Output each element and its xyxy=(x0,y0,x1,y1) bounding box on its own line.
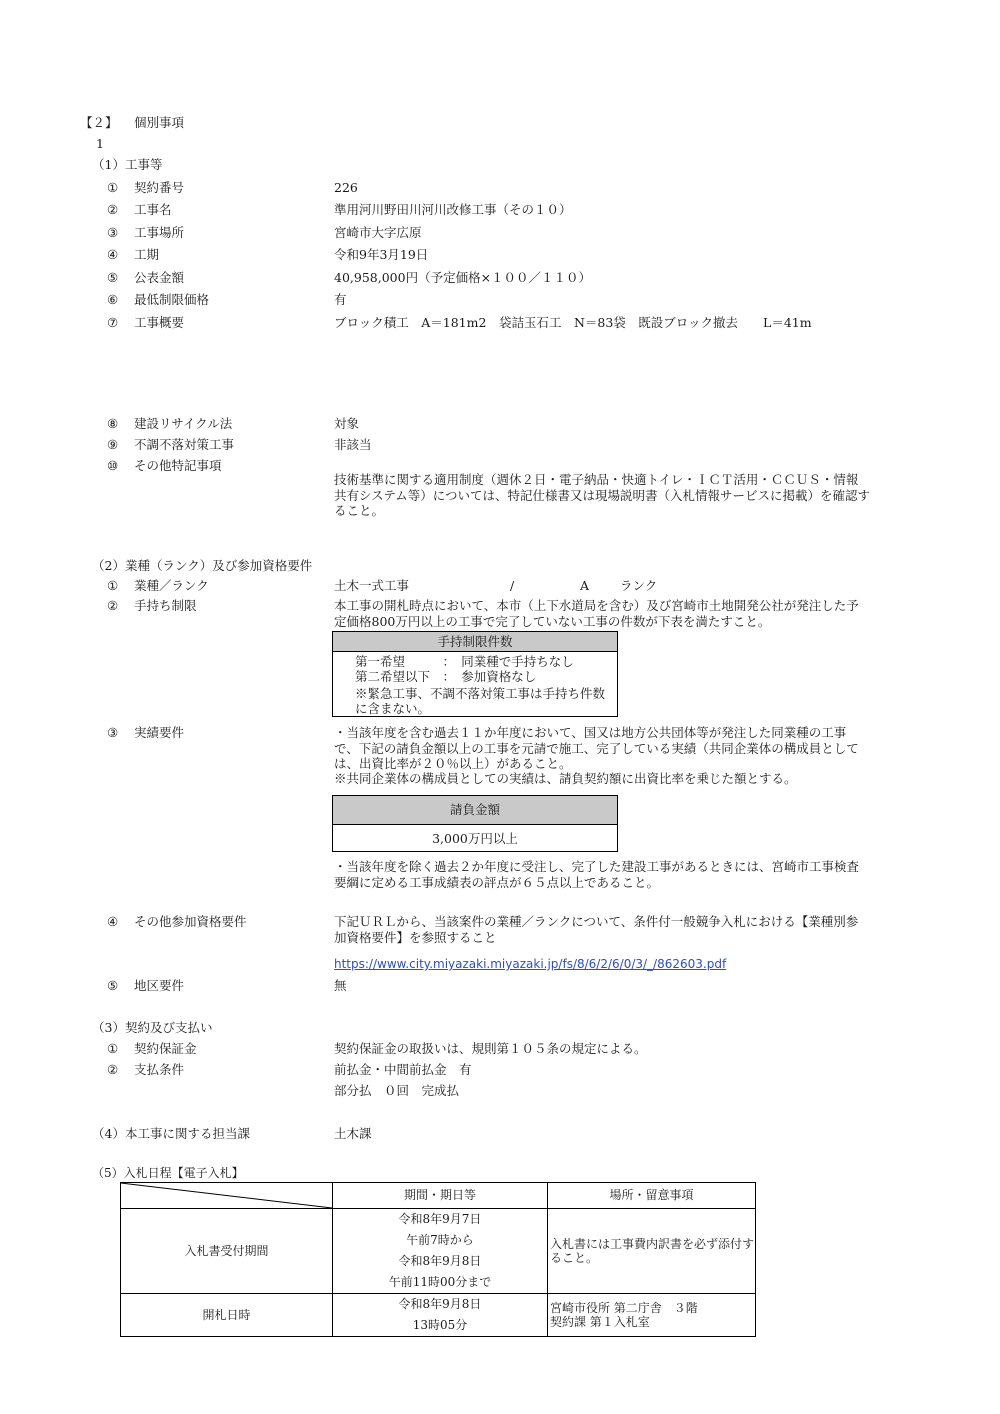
payment-line1: 前払金・中間前払金 有 xyxy=(334,1062,472,1077)
item-value: 無 xyxy=(334,978,347,993)
amount-box-value: 3,000万円以上 xyxy=(432,831,518,846)
diagonal-cell xyxy=(121,1183,333,1209)
schedule-header-row xyxy=(121,1183,756,1209)
period-line: 午前7時から xyxy=(406,1233,474,1247)
section-title: 個別事項 xyxy=(134,115,185,130)
period-line: 午前11時00分まで xyxy=(388,1275,492,1289)
item-value: 契約保証金の取扱いは、規則第１０５条の規定による。 xyxy=(334,1041,647,1056)
item-num: ③ xyxy=(107,225,119,240)
item-label: その他参加資格要件 xyxy=(134,914,247,929)
table-row xyxy=(121,1209,756,1294)
payment-line2: 部分払 ０回 完成払 xyxy=(334,1083,460,1098)
item-label: 工事概要 xyxy=(134,315,185,330)
item-label: 最低制限価格 xyxy=(134,292,210,307)
rank-type: 土木一式工事 xyxy=(334,578,410,593)
item-label: 実績要件 xyxy=(134,725,185,740)
period-cell xyxy=(333,1294,548,1337)
s1-heading: （1）工事等 xyxy=(92,157,163,172)
col-place: 場所・留意事項 xyxy=(547,1183,755,1209)
record-text2: ※共同企業体の構成員としての実績は、請負契約額に出資比率を乗じた額とする。 xyxy=(334,771,797,786)
item-num: ⑥ xyxy=(107,292,119,307)
s4-heading: （4）本工事に関する担当課 xyxy=(92,1126,250,1141)
item-label: 建設リサイクル法 xyxy=(134,416,233,431)
note-cell: 入札書には工事費内訳書を必ず添付すること。 xyxy=(547,1209,755,1294)
holding-line2: 第二希望以下 ： 参加資格なし xyxy=(355,669,537,684)
requirements-url-link[interactable]: https://www.city.miyazaki.miyazaki.jp/fs/8/6/2/6/0/3/_/862603.pdf xyxy=(334,957,727,971)
row-label: 開札日時 xyxy=(121,1294,333,1337)
period-line: 令和8年9月7日 xyxy=(398,1212,482,1226)
item-num: ⑤ xyxy=(107,270,119,285)
rank-grade: A xyxy=(580,578,590,593)
period-line: 令和8年9月8日 xyxy=(398,1254,482,1268)
holding-line3: ※緊急工事、不調不落対策工事は手持ち件数に含まない。 xyxy=(355,686,606,716)
item-label: 地区要件 xyxy=(134,978,185,993)
holding-line1: 第一希望 ： 同業種で手持ちなし xyxy=(355,654,574,669)
period-line: 令和8年9月8日 xyxy=(398,1297,482,1311)
item-num: ② xyxy=(107,1062,119,1077)
item-num: ③ xyxy=(107,725,119,740)
holding-box-title: 手持制限件数 xyxy=(333,632,617,652)
item-label: その他特記事項 xyxy=(134,458,222,473)
item-label: 契約保証金 xyxy=(134,1041,197,1056)
item-num: ⑦ xyxy=(107,315,119,330)
schedule-table xyxy=(120,1182,756,1337)
item-num: ② xyxy=(107,598,119,613)
amount-box-title: 請負金額 xyxy=(333,796,617,825)
item-value: 令和9年3月19日 xyxy=(334,247,429,262)
rank-suffix: ランク xyxy=(620,578,658,593)
holding-text: 本工事の開札時点において、本市（上下水道局を含む）及び宮崎市土地開発公社が発注した予定価格800万円以上の工事で完了していない工事の件数が下表を満たすこと。 xyxy=(334,598,859,629)
item-num: ② xyxy=(107,202,119,217)
item-num: ⑧ xyxy=(107,416,119,431)
record-text3: ・当該年度を除く過去２か年度に受注し、完了した建設工事があるときには、宮崎市工事検査要綱に定める工事成績表の評点が６５点以上であること。 xyxy=(334,859,860,890)
item-value: 対象 xyxy=(334,416,360,431)
department: 土木課 xyxy=(334,1126,372,1141)
table-row xyxy=(121,1294,756,1337)
item-value: 40,958,000円（予定価格×１００／１１０） xyxy=(334,270,592,285)
period-line: 13時05分 xyxy=(412,1318,468,1332)
s2-heading: （2）業種（ランク）及び参加資格要件 xyxy=(92,558,313,573)
record-text1: ・当該年度を含む過去１１か年度において、国又は地方公共団体等が発注した同業種の工事で、下記の請負金額以上の工事を元請で施工、完了している実績（共同企業体の構成員としては、出資比率が２０％以上）があること。 xyxy=(334,725,859,771)
contract-amount-box xyxy=(332,795,618,852)
item-num: ④ xyxy=(107,914,119,929)
section-index: 1 xyxy=(96,136,104,151)
item-label: 公表金額 xyxy=(134,270,185,285)
s5-heading: （5）入札日程【電子入札】 xyxy=(92,1166,244,1180)
period-cell xyxy=(333,1209,548,1294)
item-num: ⑩ xyxy=(107,458,119,473)
item-label: 工事名 xyxy=(134,202,172,217)
item-label: 不調不落対策工事 xyxy=(134,437,235,452)
item-num: ④ xyxy=(107,247,119,262)
other-req-text: 下記ＵＲＬから、当該案件の業種／ランクについて、条件付一般競争入札における【業種別参加資格要件】を参照すること xyxy=(334,914,859,945)
special-notes: 技術基準に関する適用制度（週休２日・電子納品・快適トイレ・ＩＣＴ活用・ＣＣＵＳ・情報共有システム等）については、特記仕様書又は現場説明書（入札情報サービスに掲載）を確認すること。 xyxy=(334,472,871,518)
item-value: ブロック積工 A＝181m2 袋詰玉石工 N＝83袋 既設ブロック撤去 L＝41m xyxy=(334,315,812,330)
note-line: 宮崎市役所 第二庁舎 ３階 xyxy=(549,1301,698,1315)
item-label: 業種／ランク xyxy=(134,578,209,593)
s3-heading: （3）契約及び支払い xyxy=(92,1020,213,1035)
item-value: 226 xyxy=(334,180,358,195)
note-line: 契約課 第１入札室 xyxy=(549,1315,650,1329)
item-num: ① xyxy=(107,180,119,195)
section-label: 【２】 xyxy=(80,115,118,130)
item-label: 契約番号 xyxy=(134,180,185,195)
item-value: 準用河川野田川河川改修工事（その１０） xyxy=(334,202,572,217)
item-num: ⑨ xyxy=(107,437,119,452)
item-num: ① xyxy=(107,1041,119,1056)
note-cell xyxy=(547,1294,755,1337)
item-label: 工期 xyxy=(134,247,160,262)
item-label: 支払条件 xyxy=(134,1062,185,1077)
col-period: 期間・期日等 xyxy=(333,1183,548,1209)
item-value: 宮崎市大字広原 xyxy=(334,225,422,240)
item-num: ⑤ xyxy=(107,978,119,993)
item-value: 非該当 xyxy=(334,437,372,452)
rank-slash: / xyxy=(510,578,515,593)
holding-limit-box xyxy=(332,631,618,717)
item-value: 有 xyxy=(334,292,347,307)
row-label: 入札書受付期間 xyxy=(121,1209,333,1294)
item-label: 手持ち制限 xyxy=(134,598,197,613)
item-num: ① xyxy=(107,578,119,593)
item-label: 工事場所 xyxy=(134,225,185,240)
